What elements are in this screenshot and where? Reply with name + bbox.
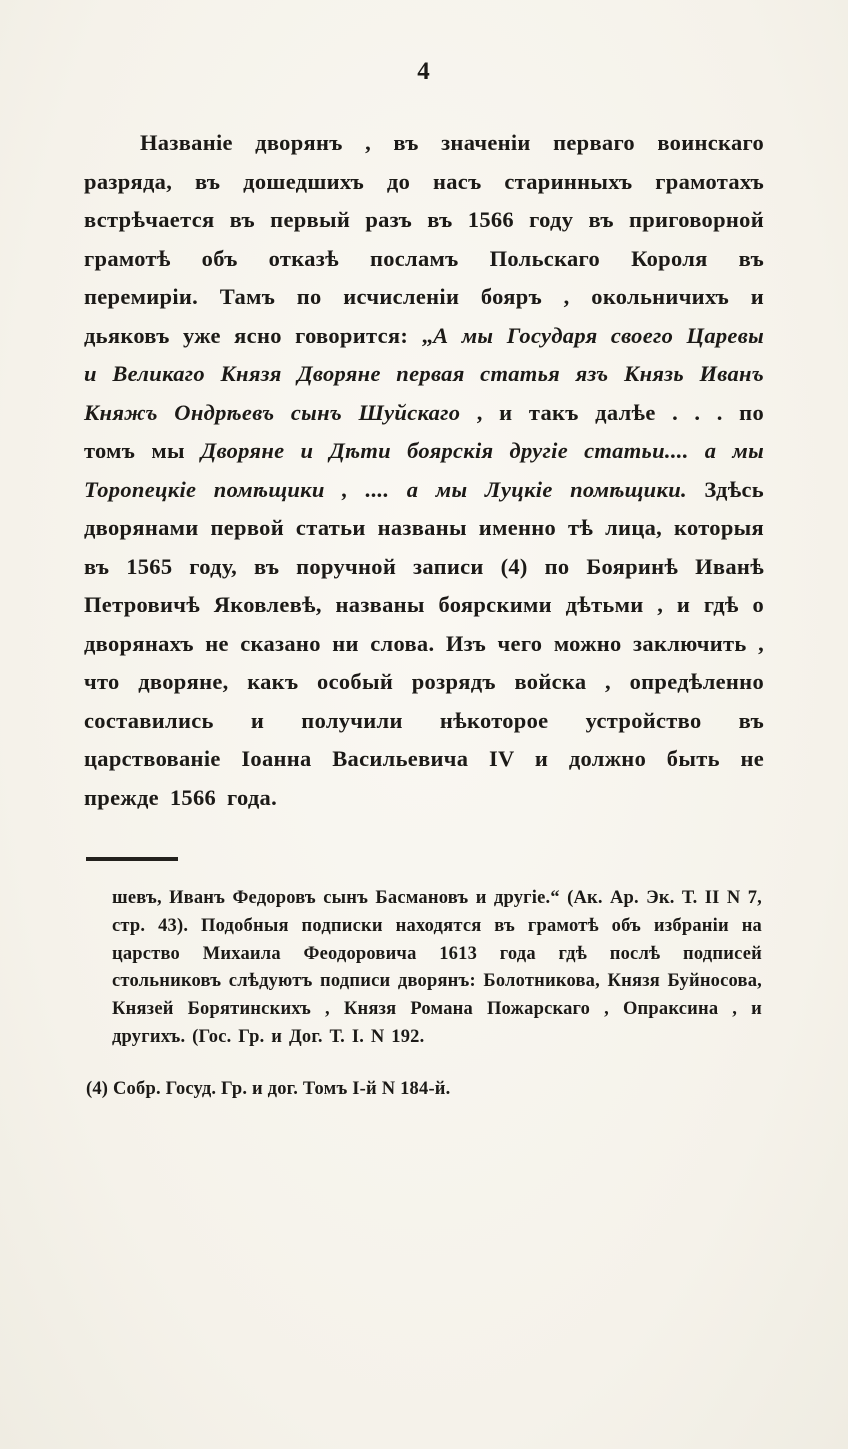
body-paragraph [84,124,764,817]
footnote-continuation: шевъ, Иванъ Федоровъ сынъ Басмановъ и другіе.“ (Ак. Ар. Эк. Т. II N 7, стр. 43). Подобныя подписки находятся въ грамотѣ объ избраніи на царство Михаила Феодоровича 1613 года гдѣ послѣ подписей стольниковъ слѣдуютъ подписи дворянъ: Болотникова, Князя Буйносова, Князей Борятинскихъ , Князя Романа Пожарскаго , Опраксина , и другихъ. (Гос. Гр. и Дог. Т. I. N 192. [112,888,762,1047]
paragraph-segment: Названіе дворянъ , въ значеніи перваго воинскаго разряда, въ дошедшихъ до насъ старинныхъ грамотахъ встрѣчается въ первый разъ въ 1566 году въ приговорной грамотѣ объ отказѣ посламъ Польскаго Короля въ перемиріи. Тамъ по исчисленіи бояръ , окольничихъ и дьяковъ уже ясно говорится: „ [84,130,764,348]
page-number: 4 [417,58,431,85]
paragraph-segment: , и такъ далѣе . . . по томъ мы [84,399,764,463]
quote-italic-segment: Дворяне и Дѣти боярскія другіе статьи.... [200,438,689,463]
footnote-4: (4) Собр. Госуд. Гр. и дог. Томъ I-й N 184-й. [86,1078,451,1099]
quote-italic-segment: а мы Торопецкіе помѣщики , .... а мы Луцкіе помѣщики. [84,438,764,502]
paragraph-segment: Здѣсь дворянами первой статьи названы именно тѣ лица, которыя въ 1565 году, въ поручной записи (4) по Бояринѣ Иванѣ Петровичѣ Яковлевѣ, названы боярскими дѣтьми , и гдѣ о дворянахъ не сказано ни слова. Изъ чего можно заключить , что дворяне, какъ особый розрядъ войска , опредѣленно составились и получили нѣкоторое устройство въ царствованіе Іоанна Васильевича IV и должно быть не прежде 1566 года. [84,476,764,810]
footnote-separator-rule [86,857,178,861]
quote-italic-segment: А мы Государя своего Царевы и Великаго Князя Дворяне первая статья язъ Князь Иванъ Княжъ Ондрѣевъ сынъ Шуйскаго [84,322,764,425]
